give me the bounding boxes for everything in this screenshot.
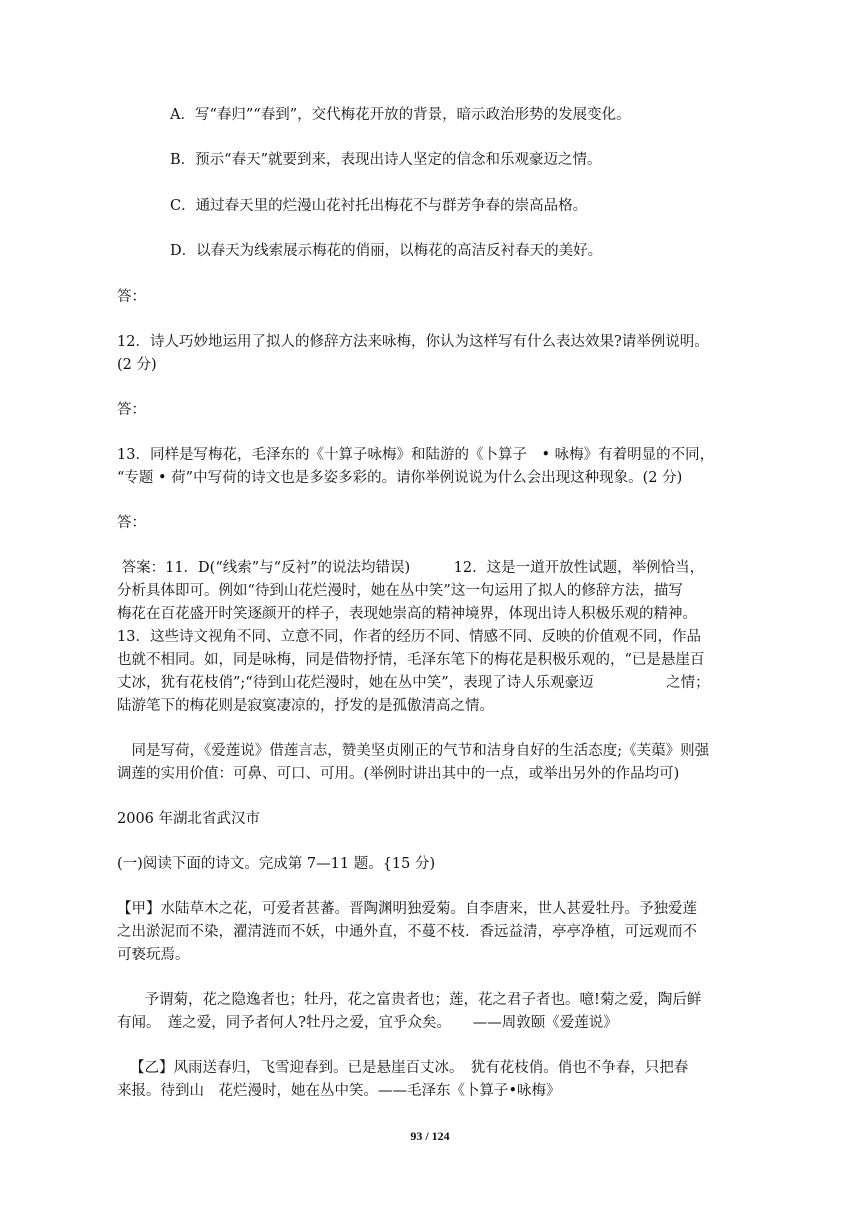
answer-key-line-6: 丈冰，犹有花枝俏”;“待到山花烂漫时，她在丛中笑”，表现了诗人乐观豪迈 之情； <box>117 675 710 691</box>
lotus-paragraph-line-1: 同是写荷，《爱莲说》借莲言志，赞美坚贞刚正的气节和洁身自好的生活态度;《芙蕖》则强 <box>117 743 710 759</box>
answer-key-line-2: 分析具体即可。例如“待到山花烂漫时，她在丛中笑”这一句运用了拟人的修辞方法，描写 <box>117 583 683 599</box>
option-b: B．预示“春天”就要到来，表现出诗人坚定的信念和乐观豪迈之情。 <box>170 152 602 168</box>
answer-key-line-3: 梅花在百花盛开时笑逐颜开的样子，表现她崇高的精神境界，体现出诗人积极乐观的精神。 <box>117 606 697 622</box>
answer-label-1: 答： <box>117 289 146 305</box>
answer-label-2: 答： <box>117 402 146 418</box>
answer-key-line-4: 13．这些诗文视角不同、立意不同，作者的经历不同、情感不同、反映的价值观不同，作品 <box>117 629 701 645</box>
passage-yi-line-1: 【乙】风雨送春归，飞雪迎春到。已是悬崖百丈冰。 犹有花枝俏。俏也不争春，只把春 <box>130 1060 689 1076</box>
question-12-line-2: (2 分) <box>117 357 157 373</box>
answer-key-line-1: 答案：11．D(“线索”与“反衬”的说法均错误) 12．这是一道开放性试题，举例恰当， <box>117 560 705 576</box>
passage-jia2-line-2: 有闻。 莲之爱，同予者何人?牡丹之爱，宜乎众矣。 ——周敦颐《爱莲说》 <box>117 1015 618 1031</box>
question-12-line-1: 12．诗人巧妙地运用了拟人的修辞方法来咏梅，你认为这样写有什么表达效果?请举例说明。 <box>117 334 709 350</box>
section-intro: (一)阅读下面的诗文。完成第 7—11 题。{15 分) <box>117 856 436 872</box>
section-year: 2006 年湖北省武汉市 <box>117 811 261 827</box>
option-a: A．写“春归”“春到”，交代梅花开放的背景，暗示政治形势的发展变化。 <box>170 107 631 123</box>
lotus-paragraph-line-2: 调莲的实用价值：可鼻、可口、可用。(举例时讲出其中的一点，或举出另外的作品均可) <box>117 766 680 782</box>
answer-key-line-5: 也就不相同。如，同是咏梅，同是借物抒情，毛泽东笔下的梅花是积极乐观的，“已是悬崖百 <box>117 652 705 668</box>
question-13-line-1: 13．同样是写梅花，毛泽东的《十算子咏梅》和陆游的《卜算子 • 咏梅》有着明显的不同， <box>117 447 715 463</box>
question-13-line-2: “专题 • 荷”中写荷的诗文也是多姿多彩的。请你举例说说为什么会出现这种现象。(2 分) <box>117 470 683 486</box>
page-number: 93 / 124 <box>410 1129 450 1143</box>
option-c: C．通过春天里的烂漫山花衬托出梅花不与群芳争春的崇高品格。 <box>170 198 588 214</box>
passage-jia-line-3: 可亵玩焉。 <box>117 947 190 963</box>
option-d: D．以春天为线索展示梅花的俏丽，以梅花的高洁反衬春天的美好。 <box>170 243 603 259</box>
passage-yi-line-2: 来报。待到山 花烂漫时，她在丛中笑。——毛泽东《卜算子•咏梅》 <box>117 1083 561 1099</box>
passage-jia2-line-1: 予谓菊，花之隐逸者也；牡丹，花之富贵者也；莲，花之君子者也。噫!菊之爱，陶后鲜 <box>130 992 702 1008</box>
answer-key-line-7: 陆游笔下的梅花则是寂寞凄凉的，抒发的是孤傲清高之情。 <box>117 698 494 714</box>
passage-jia-line-2: 之出淤泥而不染，濯清涟而不妖，中通外直，不蔓不枝．香远益清，亭亭净植，可远观而不 <box>117 924 697 940</box>
answer-label-3: 答： <box>117 515 146 531</box>
passage-jia-line-1: 【甲】水陆草木之花，可爱者甚蕃。晋陶渊明独爱菊。自李唐来，世人甚爱牡丹。予独爱莲 <box>117 901 697 917</box>
